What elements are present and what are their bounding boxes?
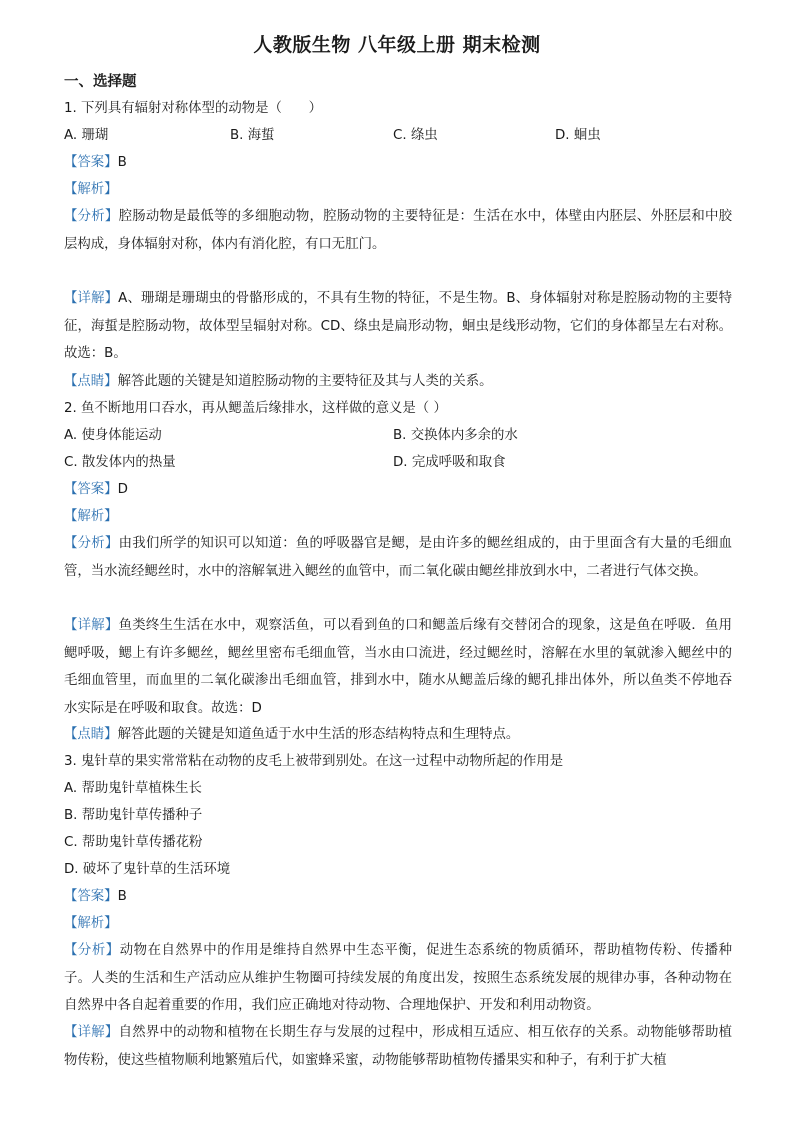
question-2-option-a: A. 使身体能运动	[64, 428, 162, 443]
answer-value: B	[117, 889, 127, 904]
fenxi-label: 【分析】	[64, 209, 119, 224]
question-3-fenxi	[64, 937, 732, 1020]
question-3-analysis-label: 【解析】	[64, 916, 118, 931]
dianjing-text: 解答此题的关键是知道鱼适于水中生活的形态结构特点和生理特点。	[117, 727, 520, 742]
question-1-stem: 1. 下列具有辐射对称体型的动物是（ ）	[64, 101, 323, 116]
answer-label: 【答案】	[64, 482, 118, 497]
question-1-analysis-label: 【解析】	[64, 182, 118, 197]
question-2-option-d: D. 完成呼吸和取食	[393, 455, 506, 470]
fenxi-label: 【分析】	[64, 536, 119, 551]
xiangjie-label: 【详解】	[64, 291, 119, 306]
question-3-stem: 3. 鬼针草的果实常常粘在动物的皮毛上被带到别处。在这一过程中动物所起的作用是	[64, 754, 564, 769]
question-3-option-c: C. 帮助鬼针草传播花粉	[64, 835, 203, 850]
question-1-dianjing	[64, 372, 493, 392]
answer-value: B	[117, 155, 127, 170]
question-2-dianjing	[64, 725, 519, 745]
page-title: 人教版生物 八年级上册 期末检测	[253, 34, 541, 56]
question-2-option-c: C. 散发体内的热量	[64, 455, 176, 470]
question-1-fenxi	[64, 203, 732, 258]
xiangjie-text: 自然界中的动物和植物在长期生存与发展的过程中，形成相互适应、相互依存的关系。动物能够帮助植物传粉，使这些植物顺利地繁殖后代，如蜜蜂采蜜，动物能够帮助植物传播果实和种子，有利于扩大植	[64, 1025, 732, 1068]
question-2-fenxi	[64, 530, 732, 585]
xiangjie-text: 鱼类终生生活在水中，观察活鱼，可以看到鱼的口和鳃盖后缘有交替闭合的现象，这是鱼在呼吸．鱼用鳃呼吸，鳃上有许多鳃丝，鳃丝里密布毛细血管，当水由口流进，经过鳃丝时，溶解在水里的氧就渗入鳃丝中的毛细血管里，而血里的二氧化碳渗出毛细血管，排到水中，随水从鳃盖后缘的鳃孔排出体外，所以鱼类不停地吞水实际是在呼吸和取食。故选：D	[64, 618, 733, 716]
question-3-option-d: D. 破坏了鬼针草的生活环境	[64, 862, 231, 877]
question-1-answer	[64, 153, 127, 173]
question-3-option-a: A. 帮助鬼针草植株生长	[64, 781, 202, 796]
question-1-xiangjie	[64, 285, 732, 368]
question-1-option-d: D. 蛔虫	[555, 128, 601, 143]
answer-label: 【答案】	[64, 155, 118, 170]
dianjing-label: 【点睛】	[64, 374, 118, 389]
question-1-option-c: C. 绦虫	[393, 128, 438, 143]
dianjing-label: 【点睛】	[64, 727, 118, 742]
fenxi-text: 动物在自然界中的作用是维持自然界中生态平衡，促进生态系统的物质循环，帮助植物传粉、传播种子。人类的生活和生产活动应从维护生物圈可持续发展的角度出发，按照生态系统发展的规律办事，各种动物在自然界中各自起着重要的作用，我们应正确地对待动物、合理地保护、开发和利用动物资。	[64, 943, 733, 1013]
dianjing-text: 解答此题的关键是知道腔肠动物的主要特征及其与人类的关系。	[117, 374, 493, 389]
question-3-option-b: B. 帮助鬼针草传播种子	[64, 808, 203, 823]
question-2-analysis-label: 【解析】	[64, 509, 118, 524]
answer-value: D	[117, 482, 128, 497]
fenxi-label: 【分析】	[64, 943, 120, 958]
xiangjie-text: A、珊瑚是珊瑚虫的骨骼形成的，不具有生物的特征，不是生物。B、身体辐射对称是腔肠动物的主要特征，海蜇是腔肠动物，故体型呈辐射对称。CD、绦虫是扁形动物，蛔虫是线形动物，它们的身体都呈左右对称。故选：B。	[64, 291, 733, 361]
xiangjie-label: 【详解】	[64, 618, 119, 633]
question-2-xiangjie	[64, 612, 732, 722]
fenxi-text: 腔肠动物是最低等的多细胞动物，腔肠动物的主要特征是：生活在水中，体壁由内胚层、外胚层和中胶层构成，身体辐射对称，体内有消化腔，有口无肛门。	[64, 209, 733, 252]
answer-label: 【答案】	[64, 889, 118, 904]
question-3-xiangjie	[64, 1019, 732, 1101]
question-1-option-b: B. 海蜇	[230, 128, 275, 143]
question-2-answer	[64, 480, 128, 500]
question-3-answer	[64, 887, 127, 907]
xiangjie-label: 【详解】	[64, 1025, 119, 1040]
question-2-stem: 2. 鱼不断地用口吞水，再从鳃盖后缘排水，这样做的意义是（ ）	[64, 401, 447, 416]
question-1-option-a: A. 珊瑚	[64, 128, 109, 143]
question-2-option-b: B. 交换体内多余的水	[393, 428, 518, 443]
fenxi-text: 由我们所学的知识可以知道：鱼的呼吸器官是鳃，是由许多的鳃丝组成的，由于里面含有大量的毛细血管，当水流经鳃丝时，水中的溶解氧进入鳃丝的血管中，而二氧化碳由鳃丝排放到水中，二者进行气体交换。	[64, 536, 733, 579]
section-heading: 一、选择题	[64, 74, 137, 90]
